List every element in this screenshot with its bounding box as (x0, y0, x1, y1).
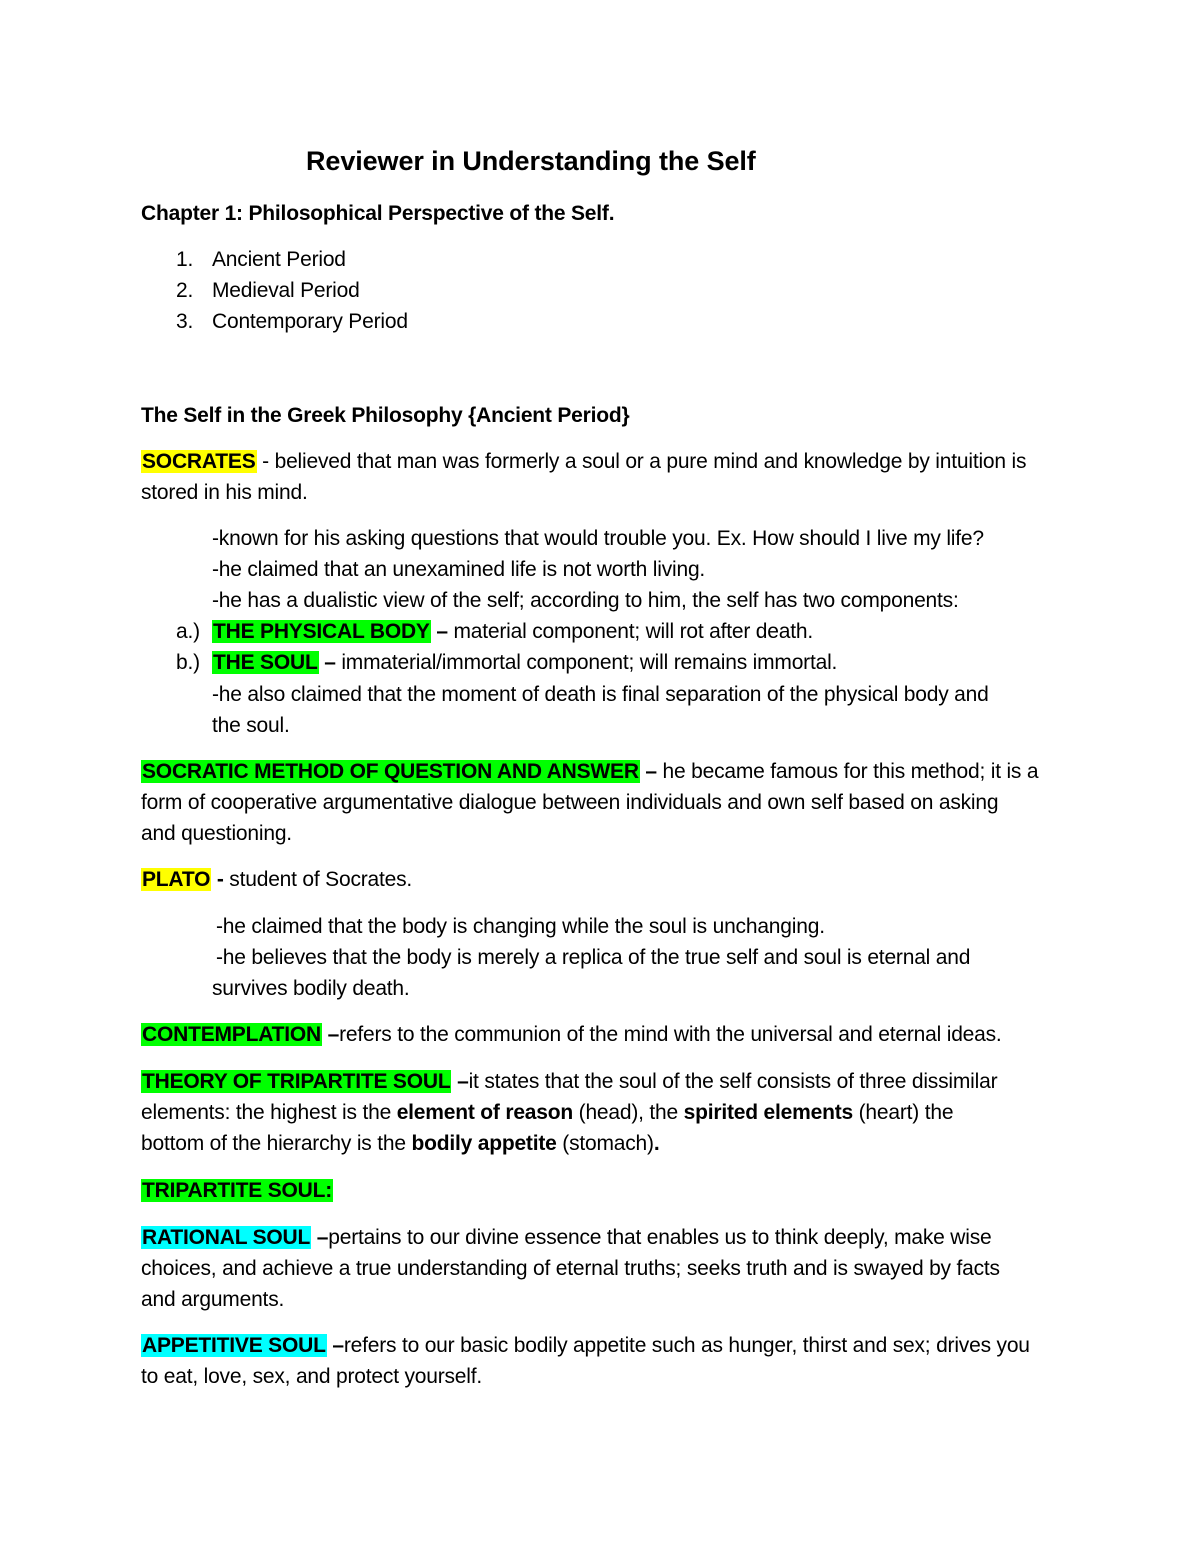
socrates-note-1: -known for his asking questions that would trouble you. Ex. How should I live my life? (212, 527, 984, 550)
rational-soul-desc: pertains to our divine essence that enables us to think deeply, make wise (328, 1226, 992, 1249)
tripartite-soul-heading-line (141, 1176, 333, 1206)
component-b (176, 648, 837, 678)
period-text: Medieval Period (212, 279, 360, 302)
plato-note-2: -he believes that the body is merely a replica of the true self and soul is eternal and (216, 946, 971, 969)
tripartite-theory-line-1 (141, 1067, 997, 1097)
element-of-reason: element of reason (396, 1101, 574, 1124)
appetitive-soul-desc: refers to our basic bodily appetite such as hunger, thirst and sex; drives you (343, 1334, 1030, 1357)
rational-soul-dash: – (311, 1226, 329, 1249)
socratic-method-line-2: form of cooperative argumentative dialogue between individuals and own self based on asking (141, 791, 999, 814)
plato-note-3: survives bodily death. (212, 977, 410, 1000)
period-number: 1. (176, 248, 194, 271)
text-run: elements: the highest is the (141, 1101, 397, 1124)
period-text: Contemporary Period (212, 310, 408, 333)
socratic-method-line-1 (141, 757, 1038, 787)
component-term: THE SOUL (213, 651, 318, 674)
spirited-elements: spirited elements (683, 1101, 853, 1124)
socrates-term: SOCRATES (142, 450, 256, 473)
rational-soul-line-1 (141, 1223, 992, 1253)
plato-term: PLATO (142, 868, 211, 891)
rational-soul-line-3: and arguments. (141, 1288, 285, 1311)
rational-soul-term: RATIONAL SOUL (142, 1226, 311, 1249)
appetitive-soul-term: APPETITIVE SOUL (142, 1334, 326, 1357)
component-desc: material component; will rot after death. (453, 620, 813, 643)
socrates-paragraph-line-1 (141, 447, 1026, 477)
contemplation-dash: – (322, 1023, 340, 1046)
period-item-2 (176, 276, 360, 306)
socrates-death-note-2: the soul. (212, 714, 290, 737)
tripartite-theory-dash: – (451, 1070, 469, 1093)
text-run: (stomach) (556, 1132, 654, 1155)
socratic-method-line-3: and questioning. (141, 822, 292, 845)
text-run: . (653, 1132, 660, 1155)
plato-desc: student of Socrates. (229, 868, 413, 891)
socratic-method-dash: – (639, 760, 663, 783)
component-dash: – (318, 651, 342, 674)
tripartite-theory-desc: it states that the soul of the self consists of three dissimilar (468, 1070, 998, 1093)
component-term: THE PHYSICAL BODY (213, 620, 430, 643)
tripartite-theory-line-2 (141, 1098, 953, 1128)
page-title: Reviewer in Understanding the Self (306, 146, 756, 176)
plato-note-1: -he claimed that the body is changing while the soul is unchanging. (216, 915, 825, 938)
contemplation-term: CONTEMPLATION (142, 1023, 321, 1046)
period-number: 3. (176, 310, 194, 333)
socrates-note-3: -he has a dualistic view of the self; according to him, the self has two components: (212, 589, 959, 612)
period-text: Ancient Period (212, 248, 346, 271)
appetitive-soul-line-2: to eat, love, sex, and protect yourself. (141, 1365, 483, 1388)
component-a (176, 617, 813, 647)
socratic-method-desc: he became famous for this method; it is a (662, 760, 1039, 783)
component-dash: – (430, 620, 454, 643)
text-run: bottom of the hierarchy is the (141, 1132, 412, 1155)
component-label: b.) (176, 651, 200, 674)
tripartite-theory-term: THEORY OF TRIPARTITE SOUL (142, 1070, 451, 1093)
chapter-heading: Chapter 1: Philosophical Perspective of the Self. (141, 202, 615, 225)
period-number: 2. (176, 279, 194, 302)
socratic-method-term: SOCRATIC METHOD OF QUESTION AND ANSWER (142, 760, 639, 783)
text-run: (head), the (573, 1101, 684, 1124)
rational-soul-line-2: choices, and achieve a true understanding of eternal truths; seeks truth and is swayed by facts (141, 1257, 1000, 1280)
socrates-desc: - believed that man was formerly a soul or a pure mind and knowledge by intuition is (256, 450, 1027, 473)
socrates-note-2: -he claimed that an unexamined life is not worth living. (212, 558, 706, 581)
tripartite-soul-heading: TRIPARTITE SOUL: (142, 1179, 333, 1202)
text-run: (heart) the (852, 1101, 954, 1124)
socrates-death-note-1: -he also claimed that the moment of death is final separation of the physical body and (212, 683, 989, 706)
tripartite-theory-line-3 (141, 1129, 659, 1159)
component-desc: immaterial/immortal component; will remains immortal. (341, 651, 838, 674)
plato-line (141, 865, 412, 895)
contemplation-desc: refers to the communion of the mind with the universal and eternal ideas. (339, 1023, 1002, 1046)
plato-dash: - (211, 868, 230, 891)
socrates-paragraph-line-2: stored in his mind. (141, 481, 308, 504)
period-item-1 (176, 245, 346, 275)
period-item-3 (176, 307, 408, 337)
bodily-appetite: bodily appetite (411, 1132, 557, 1155)
component-label: a.) (176, 620, 200, 643)
section-heading: The Self in the Greek Philosophy {Ancient Period} (141, 404, 630, 427)
appetitive-soul-line-1 (141, 1331, 1030, 1361)
contemplation-line (141, 1020, 1002, 1050)
appetitive-soul-dash: – (326, 1334, 344, 1357)
